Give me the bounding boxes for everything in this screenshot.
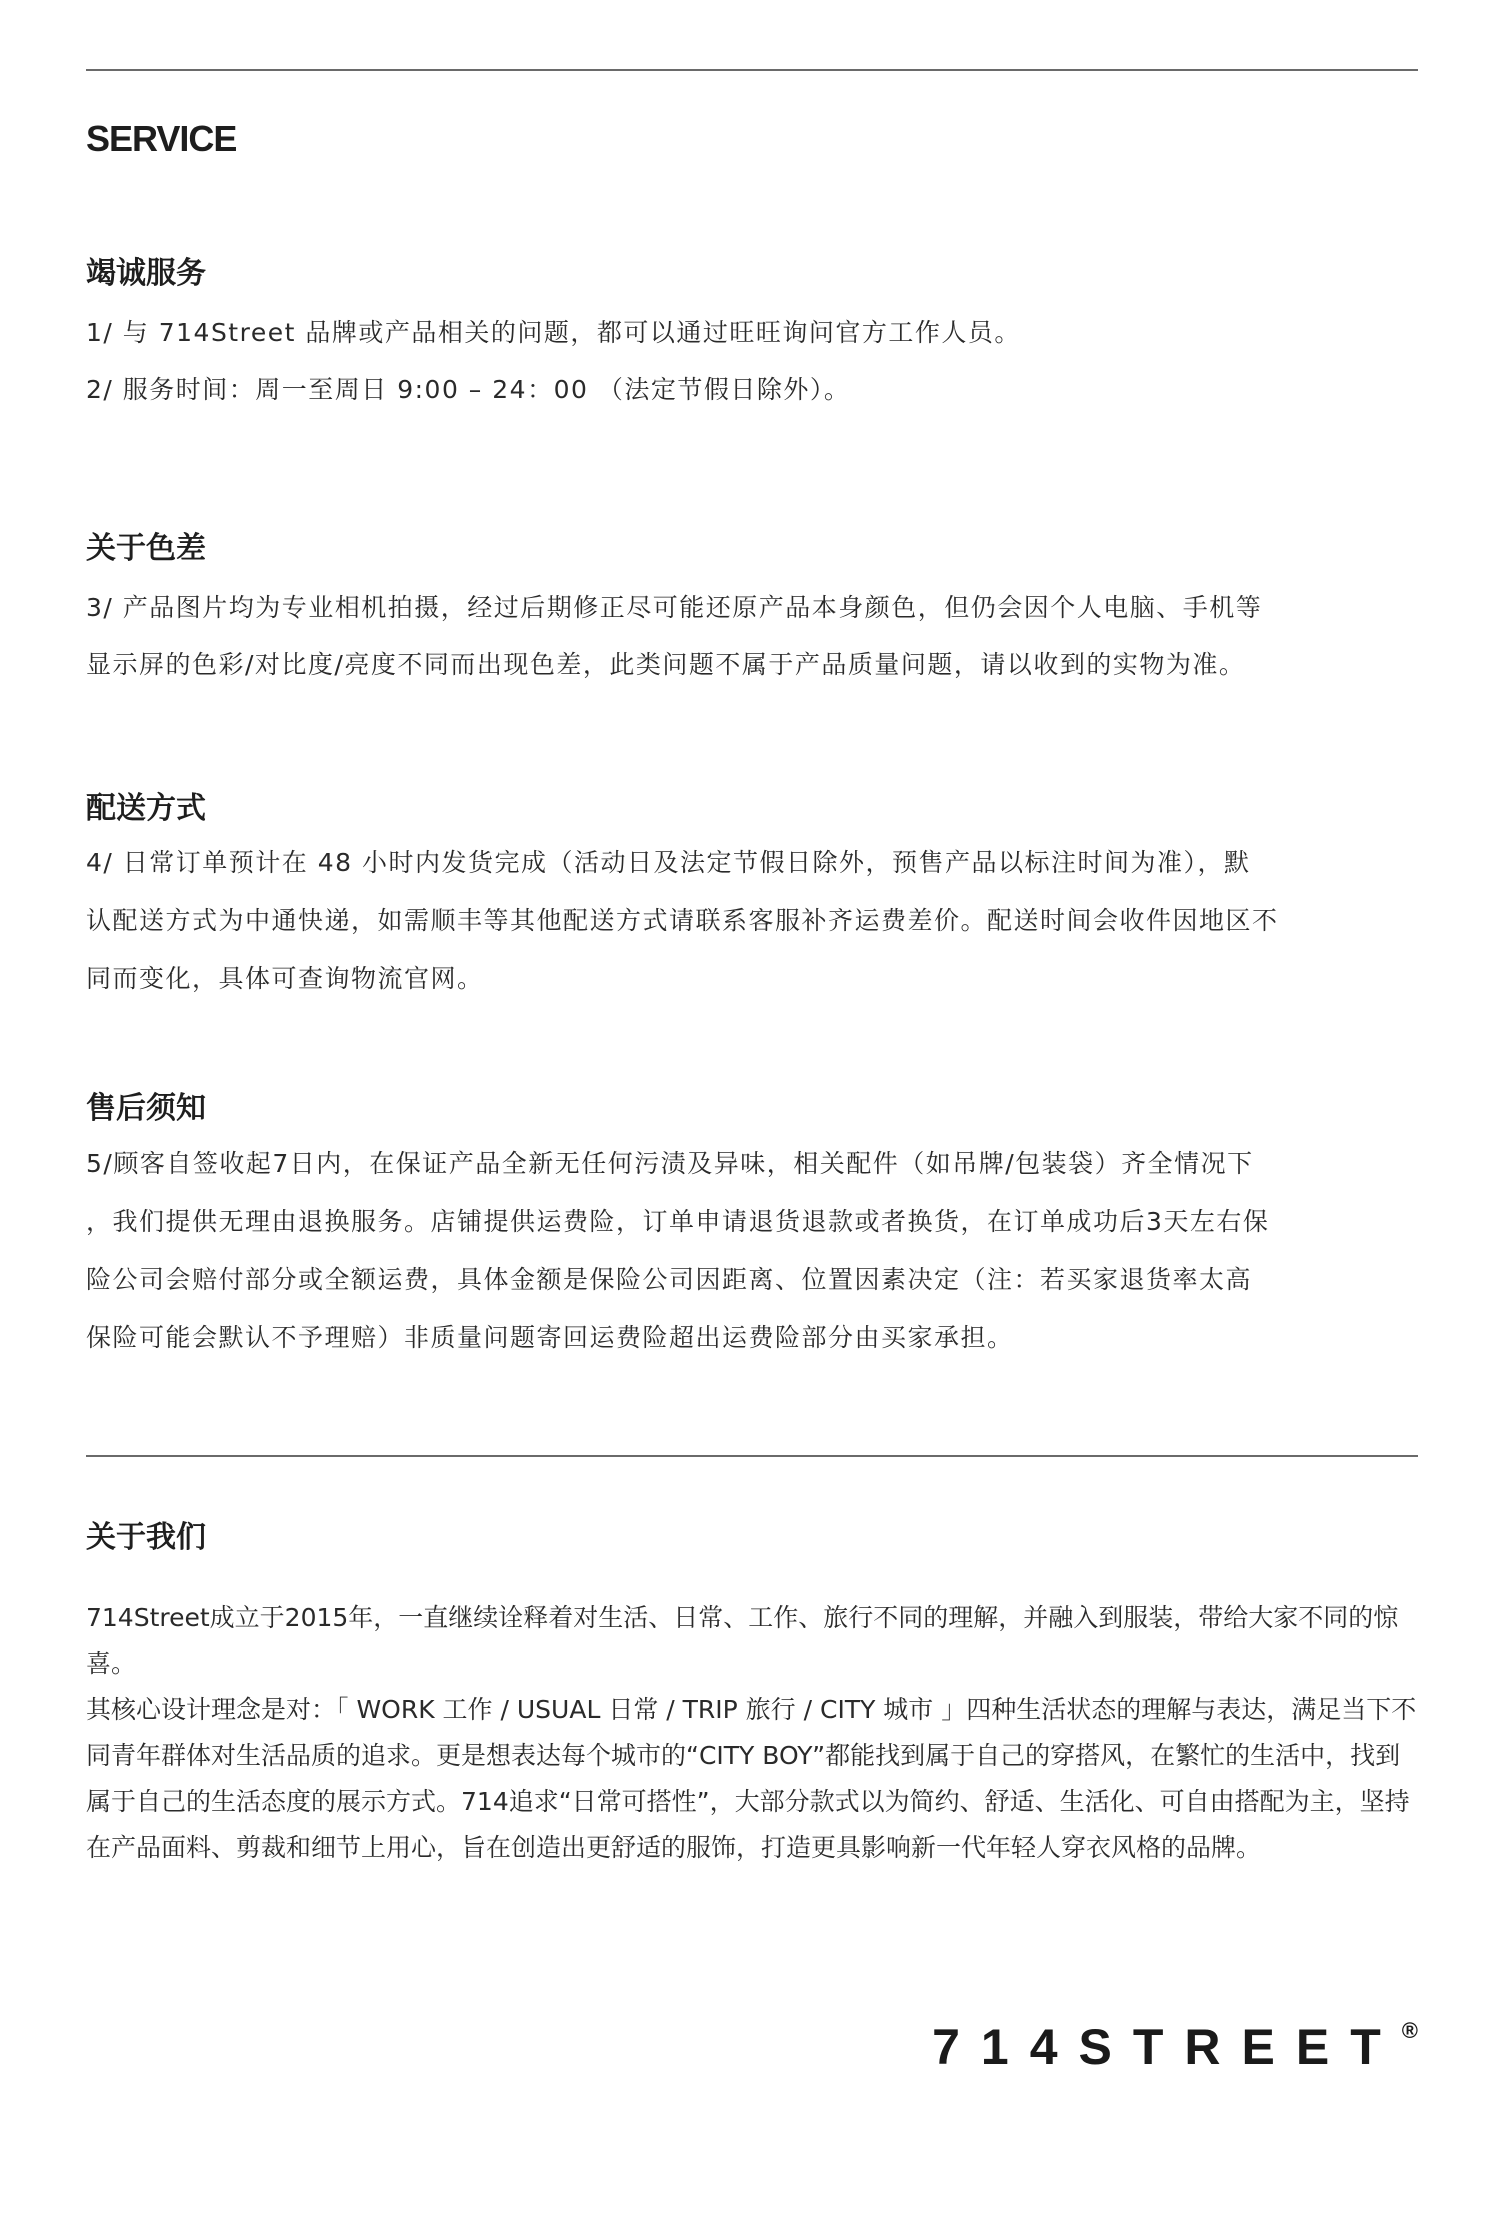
section-line: 险公司会赔付部分或全额运费，具体金额是保险公司因距离、位置因素决定（注：若买家退货率太高 bbox=[86, 1265, 1253, 1294]
section-line: 同而变化，具体可查询物流官网。 bbox=[86, 964, 484, 993]
middle-divider bbox=[86, 1455, 1418, 1457]
section-heading-color: 关于色差 bbox=[86, 531, 206, 566]
section-line: ，我们提供无理由退换服务。店铺提供运费险，订单申请退货退款或者换货，在订单成功后3天左右保 bbox=[86, 1207, 1270, 1236]
top-divider bbox=[86, 69, 1418, 71]
section-line: 认配送方式为中通快递，如需顺丰等其他配送方式请联系客服补齐运费差价。配送时间会收件因地区不 bbox=[86, 906, 1279, 935]
section-line: 1/ 与 714Street 品牌或产品相关的问题，都可以通过旺旺询问官方工作人员。 bbox=[86, 318, 1021, 347]
about-paragraph: 714Street成立于2015年，一直继续诠释着对生活、日常、工作、旅行不同的理解，并融入到服装，带给大家不同的惊喜。 bbox=[86, 1603, 1399, 1678]
section-heading-aftersales: 售后须知 bbox=[86, 1091, 206, 1126]
section-line: 显示屏的色彩/对比度/亮度不同而出现色差，此类问题不属于产品质量问题，请以收到的实物为准。 bbox=[86, 650, 1246, 679]
section-line: 保险可能会默认不予理赔）非质量问题寄回运费险超出运费险部分由买家承担。 bbox=[86, 1323, 1014, 1352]
about-heading: 关于我们 bbox=[86, 1520, 206, 1555]
brand-logo bbox=[932, 2018, 1418, 2076]
section-line: 5/顾客自签收起7日内，在保证产品全新无任何污渍及异味，相关配件（如吊牌/包装袋）齐全情况下 bbox=[86, 1149, 1254, 1178]
registered-mark: ® bbox=[1401, 2018, 1418, 2043]
about-paragraph: 其核心设计理念是对：「 WORK 工作 / USUAL 日常 / TRIP 旅行 / CITY 城市 」四种生活状态的理解与表达，满足当下不同青年群体对生活品质的追求。更是想表达每个城市的“CITY BOY”都能找到属于自己的穿搭风，在繁忙的生活中，找到属于自己的生活态度的展示方式。714追求“日常可搭性”，大部分款式以为简约、舒适、生活化、可自由搭配为主，坚持在产品面料、剪裁和细节上用心，旨在创造出更舒适的服饰，打造更具影响新一代年轻人穿衣风格的品牌。 bbox=[86, 1695, 1417, 1862]
section-heading-service: 竭诚服务 bbox=[86, 256, 206, 291]
about-text bbox=[86, 1595, 1421, 1871]
brand-logo-text: 714STREET bbox=[932, 2019, 1402, 2075]
section-line: 4/ 日常订单预计在 48 小时内发货完成（活动日及法定节假日除外，预售产品以标注时间为准），默 bbox=[86, 848, 1251, 877]
section-line: 2/ 服务时间：周一至周日 9:00 – 24：00 （法定节假日除外）。 bbox=[86, 375, 851, 404]
section-heading-shipping: 配送方式 bbox=[86, 791, 206, 826]
section-line: 3/ 产品图片均为专业相机拍摄，经过后期修正尽可能还原产品本身颜色，但仍会因个人电脑、手机等 bbox=[86, 593, 1263, 622]
service-title: SERVICE bbox=[86, 118, 237, 159]
